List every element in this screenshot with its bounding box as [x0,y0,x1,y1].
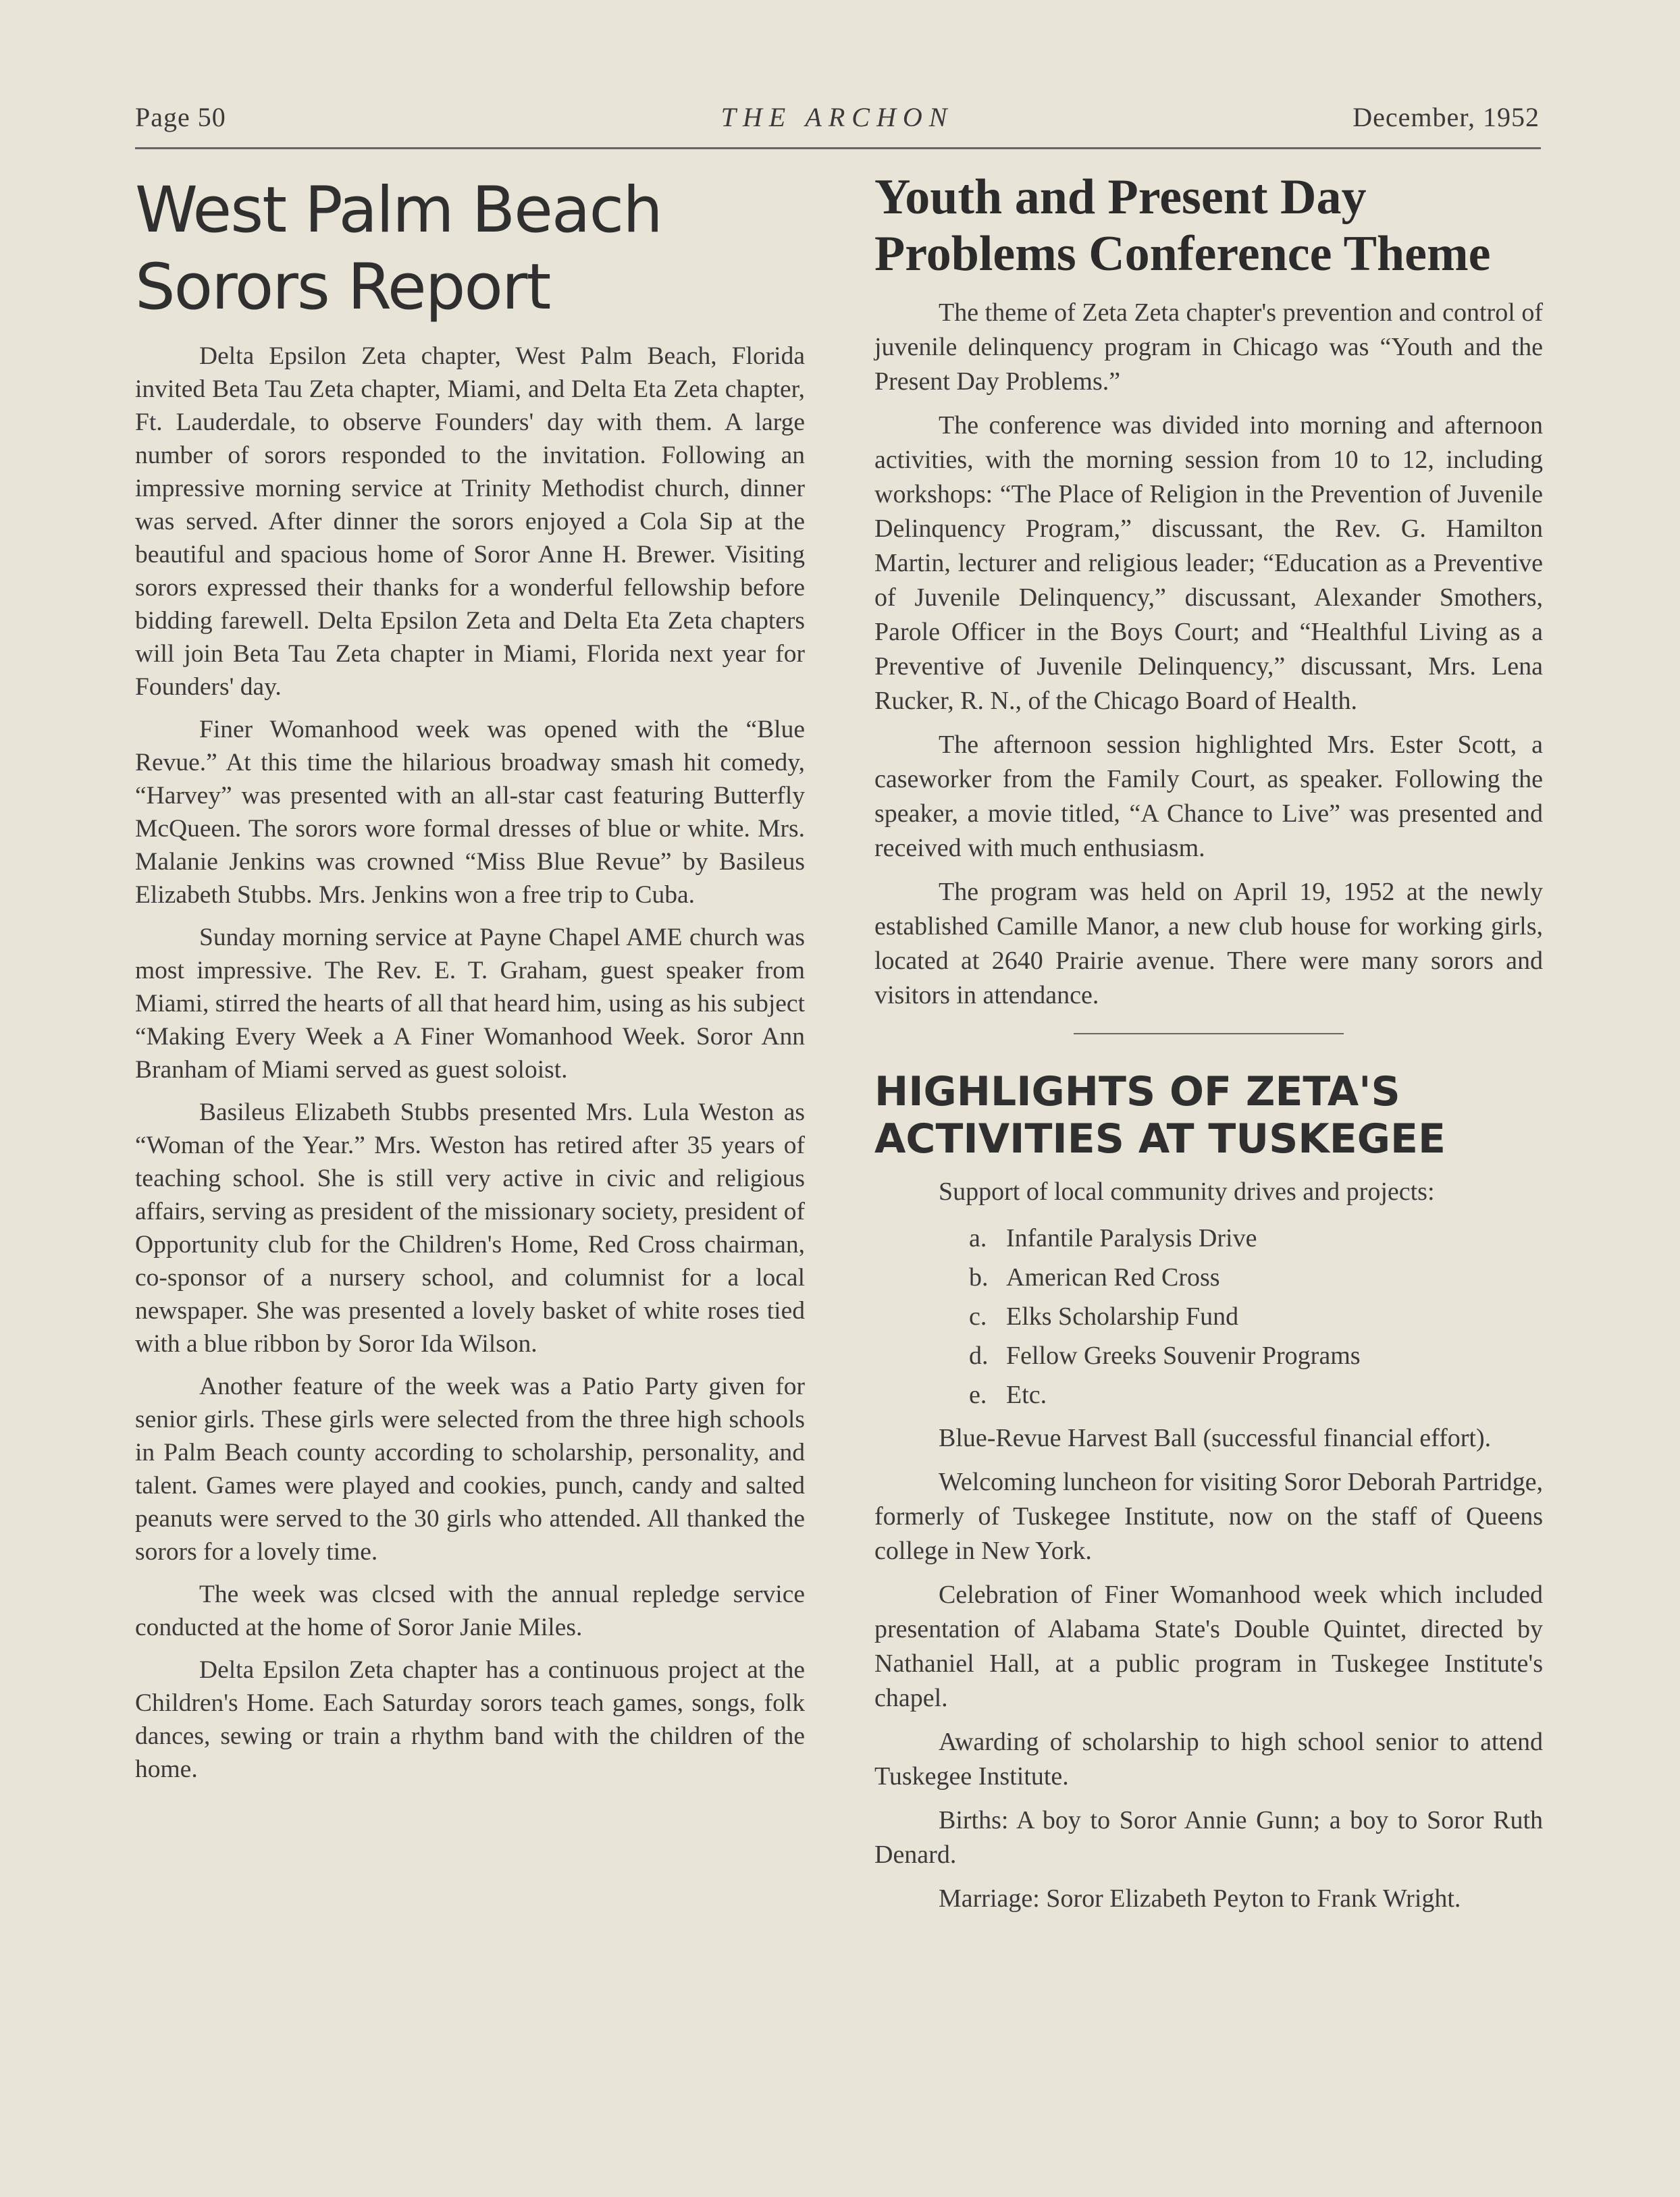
left-column [135,162,805,1795]
highlights-paragraph: Births: A boy to Soror Annie Gunn; a boy to Soror Ruth Denard. [874,1806,1543,1869]
article-title-youth-conference: Youth and Present Day Problems Conference Theme [874,169,1491,282]
article-paragraph: The week was clcsed with the annual repledge service conducted at the home of Soror Janie Miles. [135,1581,805,1641]
highlights-paragraph: Marriage: Soror Elizabeth Peyton to Frank Wright. [939,1884,1461,1913]
list-item: e. Etc. [969,1381,1047,1409]
article-paragraph: Delta Epsilon Zeta chapter has a continuous project at the Children's Home. Each Saturday sorors teach games, songs, folk dances, sewing or train a rhythm band with the children of the home. [135,1656,805,1783]
issue-date: December, 1952 [1353,102,1540,132]
article-paragraph: Finer Womanhood week was opened with the “Blue Revue.” At this time the hilarious broadway smash hit comedy, “Harvey” was presented with an all-star cast featuring Butterfly McQueen. The sorors wore formal dresses of blue or white. Mrs. Malanie Jenkins was crowned “Miss Blue Revue” by Basileus Elizabeth Stubbs. Mrs. Jenkins won a free trip to Cuba. [135,716,805,909]
page-header [135,101,1540,142]
highlights-paragraph: Welcoming luncheon for visiting Soror Deborah Partridge, formerly of Tuskegee Institute, now on the staff of Queens college in New York. [874,1468,1543,1565]
header-rule [135,147,1541,149]
highlights-list [874,1219,1543,1414]
article-paragraph: The conference was divided into morning and afternoon activities, with the morning session from 10 to 12, including workshops: “The Place of Religion in the Prevention of Juvenile Delinquency Program,” discussant, the Rev. G. Hamilton Martin, lecturer and religious leader; “Education as a Preventive of Juvenile Delinquency,” discussant, Alexander Smothers, Parole Officer in the Boys Court; and “Healthful Living as a Preventive of Juvenile Delinquency,” discussant, Mrs. Lena Rucker, R. N., of the Chicago Board of Health. [874,411,1543,715]
list-item: b. American Red Cross [969,1263,1220,1292]
page-number: Page 50 [135,102,226,132]
article-paragraph: The program was held on April 19, 1952 at the newly established Camille Manor, a new club house for working girls, located at 2640 Prairie avenue. There were many sorors and visitors in attendance. [874,878,1543,1009]
list-item: a. Infantile Paralysis Drive [969,1224,1257,1252]
article-paragraph: Basileus Elizabeth Stubbs presented Mrs. Lula Weston as “Woman of the Year.” Mrs. Weston has retired after 35 years of teaching school. She is still very active in civic and religious affairs, serving as president of the missionary society, president of Opportunity club for the Children's Home, Red Cross chairman, co-sponsor of a nursery school, and columnist for a local newspaper. She was presented a lovely basket of white roses tied with a blue ribbon by Soror Ida Wilson. [135,1098,805,1358]
article-paragraph: The theme of Zeta Zeta chapter's prevention and control of juvenile delinquency program in Chicago was “Youth and the Present Day Problems.” [874,298,1543,396]
article-paragraph: Sunday morning service at Payne Chapel AME church was most impressive. The Rev. E. T. Graham, guest speaker from Miami, stirred the hearts of all that heard him, using as his subject “Making Every Week a A Finer Womanhood Week. Soror Ann Branham of Miami served as guest soloist. [135,924,805,1084]
highlights-paragraph: Awarding of scholarship to high school senior to attend Tuskegee Institute. [874,1728,1543,1791]
right-column [874,162,1543,1926]
highlights-paragraph: Blue-Revue Harvest Ball (successful financial effort). [939,1424,1492,1452]
article-paragraph: Delta Epsilon Zeta chapter, West Palm Beach, Florida invited Beta Tau Zeta chapter, Miami, and Delta Eta Zeta chapter, Ft. Lauderdale, to observe Founders' day with them. A large number of sorors responded to the invitation. Following an impressive morning service at Trinity Methodist church, dinner was served. After dinner the sorors enjoyed a Cola Sip at the beautiful and spacious home of Soror Anne H. Brewer. Visiting sorors expressed their thanks for a wonderful fellowship before bidding farewell. Delta Epsilon Zeta and Delta Eta Zeta chapters will join Beta Tau Zeta chapter in Miami, Florida next year for Founders' day. [135,342,805,701]
magazine-title: THE ARCHON [720,102,954,132]
list-item: c. Elks Scholarship Fund [969,1302,1239,1331]
highlights-title: HIGHLIGHTS OF ZETA'S ACTIVITIES AT TUSKEGEE [874,1068,1446,1163]
article-title-west-palm-beach: West Palm Beach Sorors Report [135,174,662,324]
article-paragraph: The afternoon session highlighted Mrs. Ester Scott, a caseworker from the Family Court, as speaker. Following the speaker, a movie titled, “A Chance to Live” was presented and received with much enthusiasm. [874,731,1543,862]
article-paragraph: Another feature of the week was a Patio Party given for senior girls. These girls were selected from the three high schools in Palm Beach county according to scholarship, personality, and talent. Games were played and cookies, punch, candy and salted peanuts were served to the 30 girls who attended. All thanked the sorors for a lovely time. [135,1373,805,1566]
list-item: d. Fellow Greeks Souvenir Programs [969,1342,1361,1370]
highlights-intro: Support of local community drives and projects: [939,1177,1435,1206]
section-divider [1074,1033,1344,1034]
highlights-paragraph: Celebration of Finer Womanhood week which included presentation of Alabama State's Double Quintet, directed by Nathaniel Hall, at a public program in Tuskegee Institute's chapel. [874,1581,1543,1712]
